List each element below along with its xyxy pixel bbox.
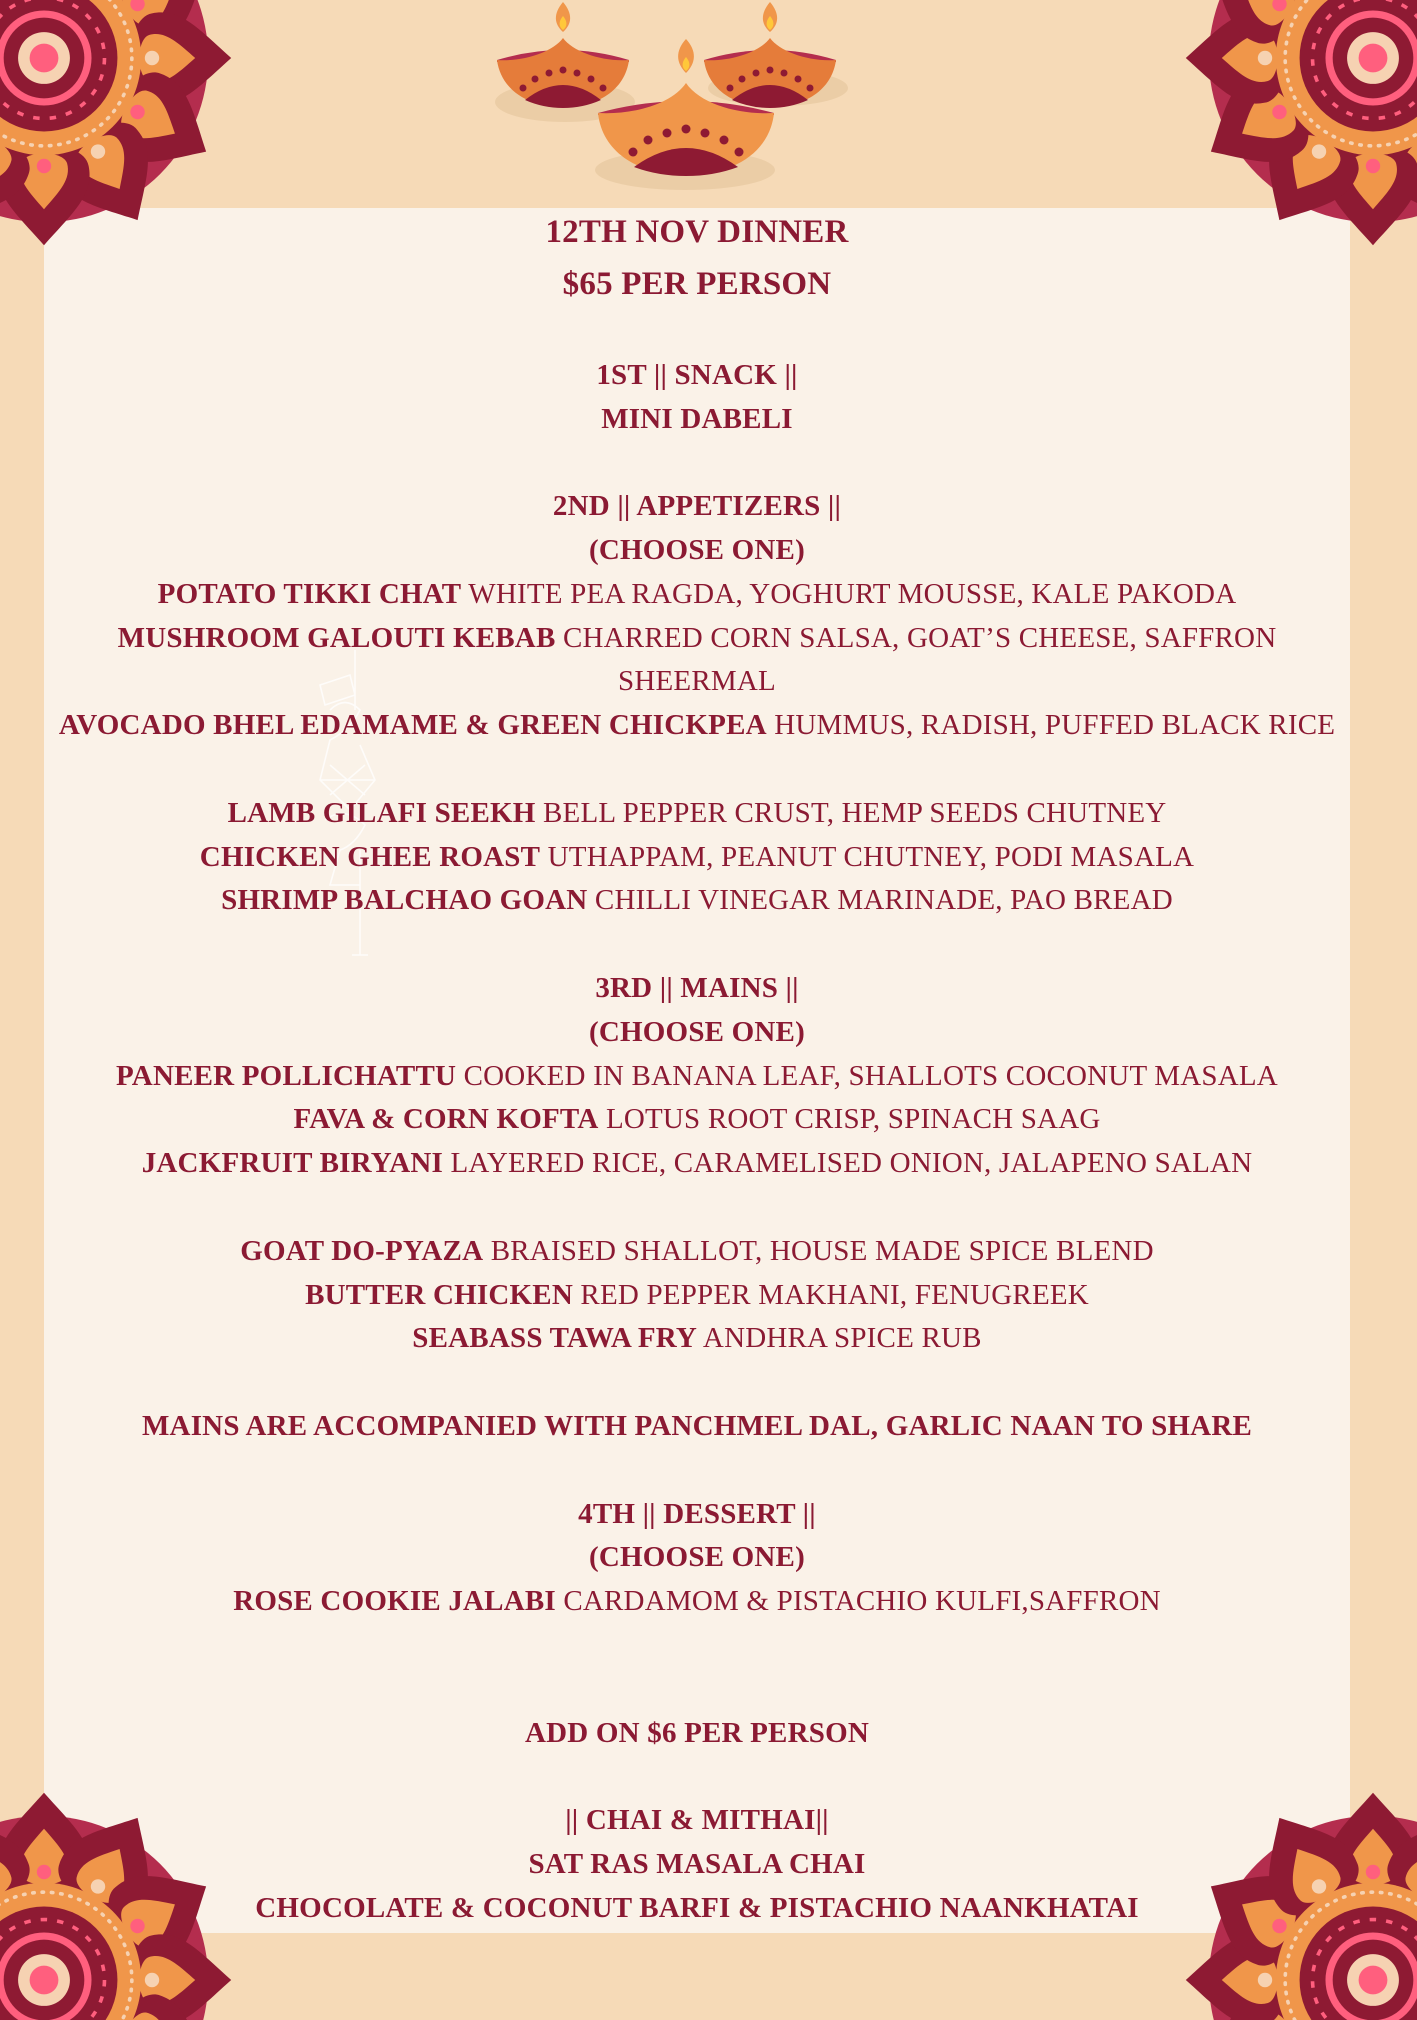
choose-one-note: (CHOOSE ONE)	[589, 533, 805, 566]
choose-one-note: (CHOOSE ONE)	[589, 1541, 805, 1574]
dish-name: POTATO TIKKI CHAT	[157, 577, 462, 610]
course-heading-appetizers: 2ND || APPETIZERS ||	[552, 490, 842, 523]
dish-name: PANEER POLLICHATTU	[116, 1059, 457, 1092]
dish-line	[44, 1274, 1350, 1318]
dish-line	[44, 617, 1350, 661]
dish-name: BUTTER CHICKEN	[305, 1278, 573, 1311]
dish-desc: RED PEPPER MAKHANI, FENUGREEK	[580, 1278, 1089, 1311]
dish-line	[44, 1230, 1350, 1274]
dish-line	[44, 1098, 1350, 1142]
dish-desc: LAYERED RICE, CARAMELISED ONION, JALAPENO SALAN	[450, 1147, 1253, 1180]
addon-item: CHOCOLATE & COCONUT BARFI & PISTACHIO NAANKHATAI	[255, 1891, 1139, 1924]
dish-name: GOAT DO-PYAZA	[240, 1234, 484, 1267]
dish-name: SHRIMP BALCHAO GOAN	[221, 884, 588, 917]
addon-price: ADD ON $6 PER PERSON	[525, 1716, 869, 1749]
dish-desc: CHILLI VINEGAR MARINADE, PAO BREAD	[594, 884, 1173, 917]
addon-heading: || CHAI & MITHAI||	[565, 1804, 829, 1837]
choose-one-note: (CHOOSE ONE)	[589, 1015, 805, 1048]
mandala-flower-icon	[0, 0, 260, 260]
mandala-flower-icon	[0, 1740, 260, 2020]
menu-title: 12TH NOV DINNER	[545, 214, 849, 250]
dish-name: ROSE COOKIE JALABI	[233, 1585, 556, 1618]
dish-desc: CHARRED CORN SALSA, GOAT’S CHEESE, SAFFRON	[562, 621, 1277, 654]
menu-price: $65 PER PERSON	[562, 266, 832, 302]
dish-desc: LOTUS ROOT CRISP, SPINACH SAAG	[605, 1103, 1101, 1136]
dish-desc: WHITE PEA RAGDA, YOGHURT MOUSSE, KALE PAKODA	[468, 577, 1237, 610]
dish-desc: HUMMUS, RADISH, PUFFED BLACK RICE	[774, 709, 1336, 742]
dish-line	[44, 879, 1350, 923]
dish-line	[44, 792, 1350, 836]
dish-line	[44, 836, 1350, 880]
mandala-flower-icon	[1157, 0, 1417, 260]
dish-name: SEABASS TAWA FRY	[412, 1322, 698, 1355]
addon-item: SAT RAS MASALA CHAI	[528, 1847, 866, 1880]
dish-name: MINI DABELI	[601, 402, 793, 435]
dish-desc: COOKED IN BANANA LEAF, SHALLOTS COCONUT MASALA	[463, 1059, 1278, 1092]
dish-name: LAMB GILAFI SEEKH	[227, 796, 536, 829]
dish-desc: ANDHRA SPICE RUB	[702, 1322, 982, 1355]
mains-accompaniment-note: MAINS ARE ACCOMPANIED WITH PANCHMEL DAL, GARLIC NAAN TO SHARE	[141, 1409, 1253, 1442]
dish-line	[44, 1142, 1350, 1186]
dish-name: MUSHROOM GALOUTI KEBAB	[117, 621, 556, 654]
dish-desc-continued: SHEERMAL	[618, 665, 776, 698]
dish-name: FAVA & CORN KOFTA	[293, 1103, 599, 1136]
dish-desc: BRAISED SHALLOT, HOUSE MADE SPICE BLEND	[490, 1234, 1154, 1267]
dish-name: AVOCADO BHEL EDAMAME & GREEN CHICKPEA	[58, 709, 767, 742]
dish-line	[44, 1317, 1350, 1361]
dish-line	[44, 573, 1350, 617]
course-heading-dessert: 4TH || DESSERT ||	[578, 1497, 816, 1530]
course-heading-mains: 3RD || MAINS ||	[595, 971, 799, 1004]
dish-desc: UTHAPPAM, PEANUT CHUTNEY, PODI MASALA	[547, 840, 1195, 873]
menu-content	[44, 208, 1350, 1930]
dish-name: CHICKEN GHEE ROAST	[199, 840, 541, 873]
diya-lamps-icon	[495, 0, 865, 195]
mandala-flower-icon	[1157, 1740, 1417, 2020]
dish-line	[44, 704, 1350, 748]
dish-line	[44, 1580, 1350, 1624]
dish-desc: BELL PEPPER CRUST, HEMP SEEDS CHUTNEY	[542, 796, 1167, 829]
dish-name: JACKFRUIT BIRYANI	[141, 1147, 444, 1180]
dish-line	[44, 1055, 1350, 1099]
course-heading-snack: 1ST || SNACK ||	[596, 358, 798, 391]
dish-desc: CARDAMOM & PISTACHIO KULFI,SAFFRON	[563, 1585, 1161, 1618]
